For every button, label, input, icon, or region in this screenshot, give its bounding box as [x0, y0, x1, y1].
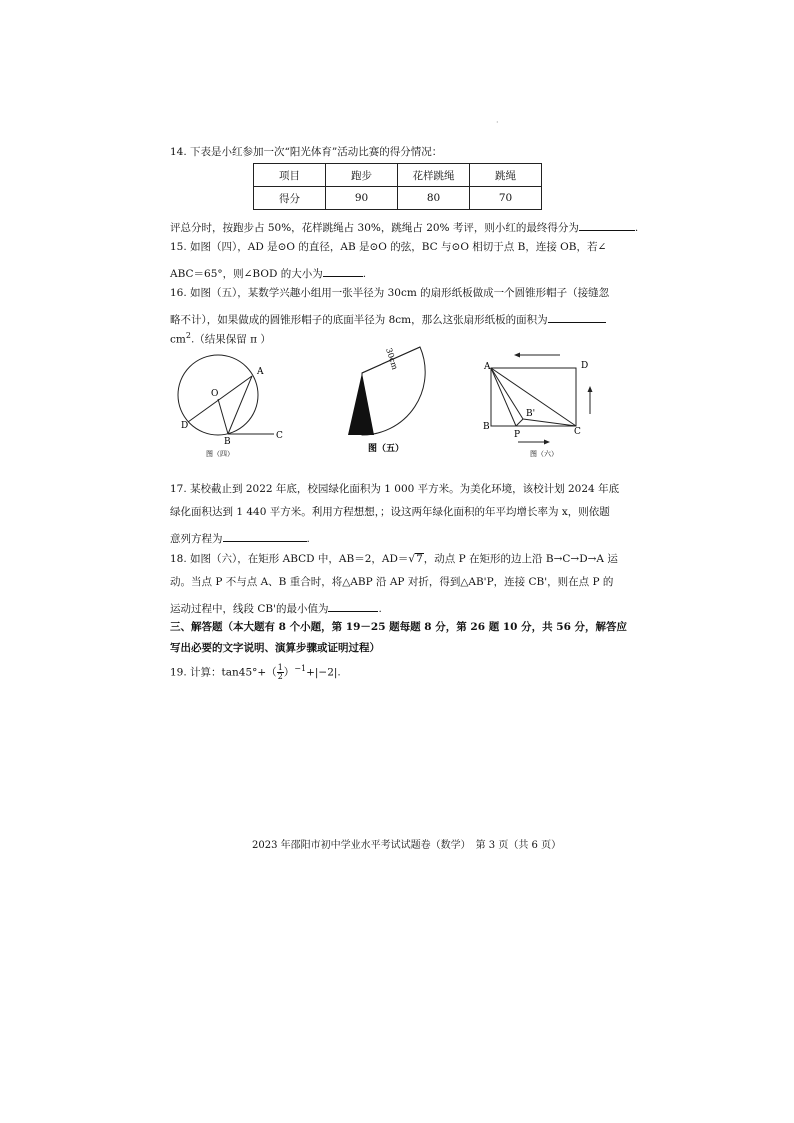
- label-D: D: [581, 361, 589, 371]
- q19: [170, 664, 341, 681]
- q14-text-body: 评总分时，按跑步占 50%，花样跳绳占 30%，跳绳占 20% 考评，则小红的最终得分为: [170, 222, 579, 234]
- q18-line1-a: 18. 如图（六），在矩形 ABCD 中，AB＝2，AD＝: [170, 553, 409, 565]
- figure-6: [478, 350, 608, 462]
- fraction: [277, 664, 284, 681]
- table-cell: 项目: [254, 164, 326, 187]
- q18-line1: [170, 553, 618, 565]
- q17-end: .: [306, 533, 310, 545]
- table-cell: 得分: [254, 187, 326, 210]
- q16-line3-rest: .（结果保留 π ）: [190, 333, 271, 346]
- q14-end: .: [634, 222, 639, 234]
- label-A: A: [257, 367, 264, 377]
- fig4-caption: 图（四）: [206, 450, 234, 458]
- label-O: O: [211, 389, 219, 399]
- figure-5: [340, 343, 440, 458]
- q19-suffix: +|−2|.: [306, 666, 341, 679]
- q18-end: .: [378, 603, 382, 615]
- table-cell: 花样跳绳: [398, 164, 470, 187]
- label-D: D: [181, 421, 189, 431]
- q18-line2: 动。当点 P 不与点 A、B 重合时，将△ABP 沿 AP 对折，得到△AB'P，连接 CB'，则在点 P 的: [170, 576, 614, 588]
- q18-line3: [170, 600, 382, 615]
- table-row: [254, 187, 542, 210]
- q18-line3-body: 运动过程中，线段 CB'的最小值为: [170, 603, 329, 615]
- label-B: B: [224, 437, 231, 447]
- q17-line3: [170, 530, 310, 545]
- section3-line2: 写出必要的文字说明、演算步骤或证明过程）: [170, 642, 380, 654]
- table-cell: 80: [398, 187, 470, 210]
- label-C: C: [574, 427, 581, 437]
- table-cell: 跳绳: [470, 164, 542, 187]
- q15-line2: [170, 265, 366, 280]
- header-mark: ·: [496, 118, 499, 127]
- q14-intro: 14. 下表是小红参加一次“阳光体育”活动比赛的得分情况：: [170, 146, 443, 158]
- q16-unit: cm: [170, 333, 186, 346]
- q16-line1: 16. 如图（五），某数学兴趣小组用一张半径为 30cm 的扇形纸板做成一个圆锥形帽子（接缝忽: [170, 287, 610, 299]
- figure-4: [176, 352, 296, 462]
- label-C: C: [276, 431, 283, 441]
- q17-line1: 17. 某校截止到 2022 年底，校园绿化面积为 1 000 平方米。为美化环境，该校计划 2024 年底: [170, 483, 620, 495]
- sqrt-radicand: 7: [416, 553, 423, 565]
- q16-unit-sup: 2: [185, 331, 191, 340]
- q17-line2: 绿化面积达到 1 440 平方米。利用方程想想，；设这两年绿化面积的年平均增长率为 x，则依题: [170, 506, 610, 518]
- q15-line2-body: ABC＝65°，则∠BOD 的大小为: [170, 268, 323, 280]
- q19-prefix: 19. 计算：tan45°+（: [170, 666, 277, 679]
- q15-line1: 15. 如图（四），AD 是⊙O 的直径，AB 是⊙O 的弦，BC 与⊙O 相切于点 B，连接 OB，若∠: [170, 241, 607, 253]
- q16-line2: [170, 311, 606, 326]
- q19-after-frac: ）: [283, 666, 295, 679]
- fraction-denominator: 2: [277, 672, 283, 681]
- q14-text: [170, 219, 638, 234]
- table-cell: 跑步: [326, 164, 398, 187]
- table-cell: 90: [326, 187, 398, 210]
- answer-blank: [579, 219, 635, 231]
- answer-blank: [328, 600, 378, 612]
- q17-line3-body: 意列方程为: [170, 533, 223, 545]
- fraction-numerator: 1: [277, 663, 283, 672]
- score-table: [253, 163, 542, 210]
- sqrt-symbol: √: [408, 553, 416, 565]
- answer-blank: [323, 265, 363, 277]
- q16-line3: [170, 332, 271, 345]
- answer-blank: [548, 311, 606, 323]
- label-B-prime: B': [526, 409, 536, 419]
- q16-line2-body: 略不计），如果做成的圆锥形帽子的底面半径为 8cm，那么这张扇形纸板的面积为: [170, 314, 548, 326]
- page-footer: 2023 年邵阳市初中学业水平考试试题卷（数学） 第 3 页（共 6 页）: [252, 840, 562, 851]
- fig6-caption: 图（六）: [530, 450, 558, 458]
- label-P: P: [514, 430, 521, 440]
- label-A: A: [484, 362, 491, 372]
- table-cell: 70: [470, 187, 542, 210]
- q18-line1-b: ，动点 P 在矩形的边上沿 B→C→D→A 运: [423, 553, 618, 565]
- q15-end: .: [362, 268, 367, 280]
- answer-blank: [223, 530, 307, 542]
- label-B: B: [483, 422, 490, 432]
- section3-line1: 三、解答题（本大题有 8 个小题，第 19－25 题每题 8 分，第 26 题 10 分，共 56 分，解答应: [170, 621, 628, 633]
- q19-exponent: −1: [294, 664, 307, 673]
- fig5-caption: 图（五）: [368, 444, 405, 454]
- radius-label: 30cm: [384, 346, 400, 371]
- table-row: [254, 164, 542, 187]
